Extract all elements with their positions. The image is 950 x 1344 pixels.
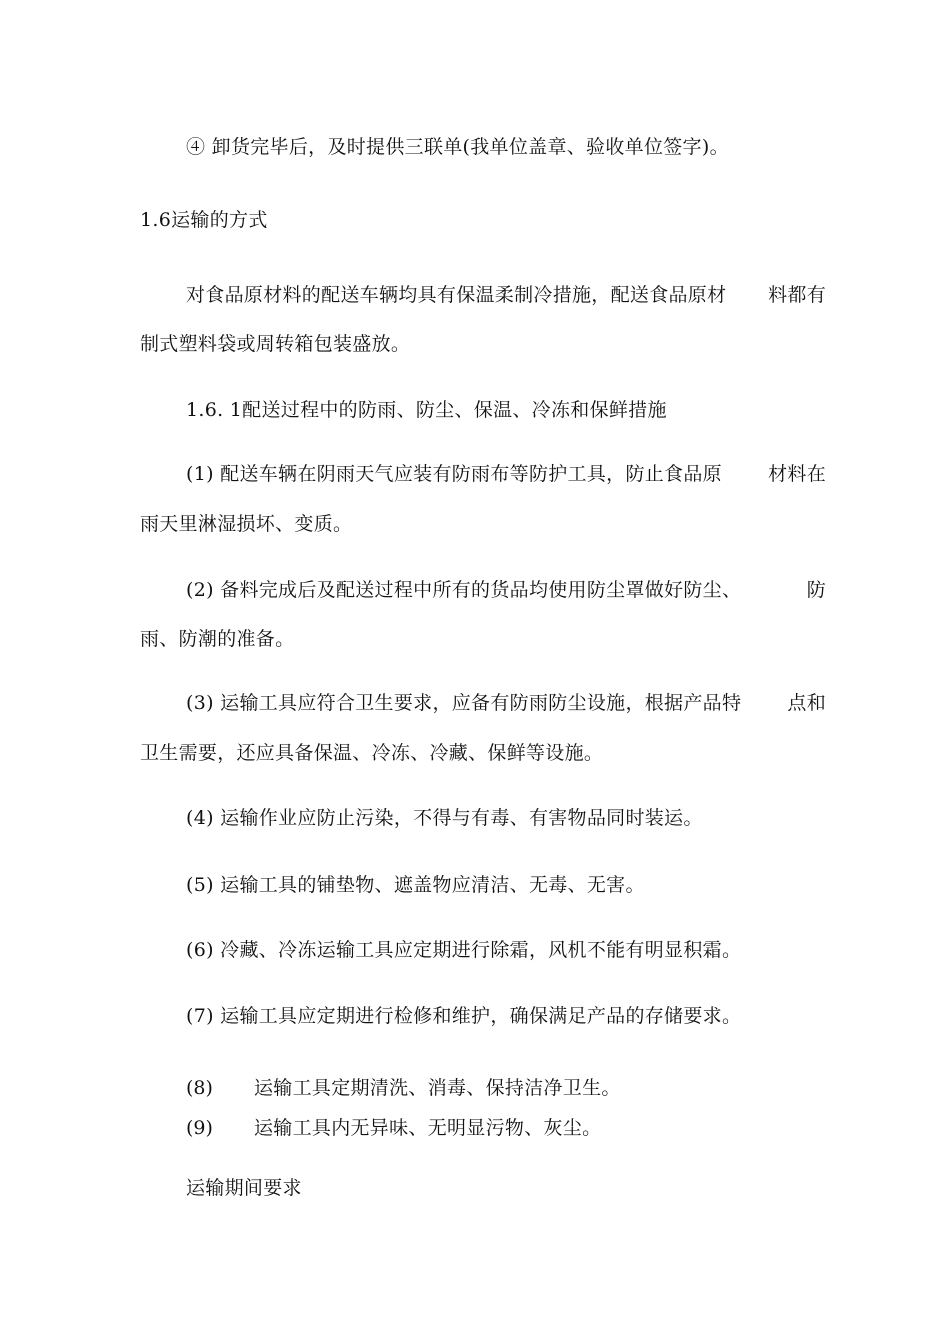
section-heading-1-6-1: 1.6. 1配送过程中的防雨、防尘、保温、冷冻和保鲜措施 bbox=[186, 399, 667, 421]
item-3-line-1-part-2: 点和 bbox=[787, 692, 826, 714]
step-4-text: ④ 卸货完毕后，及时提供三联单(我单位盖章、验收单位签字)。 bbox=[186, 136, 729, 158]
item-9-text: 运输工具内无异味、无明显污物、灰尘。 bbox=[254, 1117, 602, 1139]
item-2-line-1 bbox=[140, 578, 826, 602]
item-6: (6) 冷藏、冷冻运输工具应定期进行除霜，风机不能有明显积霜。 bbox=[186, 939, 742, 961]
item-1-line-1-part-1: (1) 配送车辆在阴雨天气应装有防雨布等防护工具，防止食品原 bbox=[186, 463, 722, 485]
item-3-line-2: 卫生需要，还应具备保温、冷冻、冷藏、保鲜等设施。 bbox=[140, 742, 604, 764]
paragraph-1-line-1 bbox=[140, 283, 826, 307]
paragraph-1-line-2: 制式塑料袋或周转箱包装盛放。 bbox=[140, 333, 411, 355]
item-7: (7) 运输工具应定期进行检修和维护，确保满足产品的存储要求。 bbox=[186, 1005, 742, 1027]
item-8-number: (8) bbox=[186, 1077, 213, 1099]
paragraph-1-line-1-part-1: 对食品原材料的配送车辆均具有保温柔制冷措施，配送食品原材 bbox=[186, 284, 727, 306]
item-9-number: (9) bbox=[186, 1117, 213, 1139]
paragraph-1-line-1-part-2: 料都有 bbox=[768, 284, 826, 306]
item-2-line-2: 雨、防潮的准备。 bbox=[140, 628, 295, 650]
item-3-line-1-part-1: (3) 运输工具应符合卫生要求，应备有防雨防尘设施，根据产品特 bbox=[186, 692, 742, 714]
item-8-text: 运输工具定期清洗、消毒、保持洁净卫生。 bbox=[254, 1077, 621, 1099]
item-2-line-1-part-1: (2) 备料完成后及配送过程中所有的货品均使用防尘罩做好防尘、 bbox=[186, 579, 742, 601]
item-1-line-1 bbox=[140, 462, 826, 486]
section-heading-transport-requirements: 运输期间要求 bbox=[186, 1177, 302, 1199]
item-5: (5) 运输工具的铺垫物、遮盖物应清洁、无毒、无害。 bbox=[186, 874, 645, 896]
section-heading-1-6: 1.6运输的方式 bbox=[140, 209, 268, 231]
item-3-line-1 bbox=[140, 691, 826, 715]
item-1-line-1-part-2: 材料在 bbox=[768, 463, 826, 485]
item-4: (4) 运输作业应防止污染，不得与有毒、有害物品同时装运。 bbox=[186, 807, 703, 829]
item-1-line-2: 雨天里淋湿损坏、变质。 bbox=[140, 513, 353, 535]
item-2-line-1-part-2: 防 bbox=[806, 579, 826, 601]
